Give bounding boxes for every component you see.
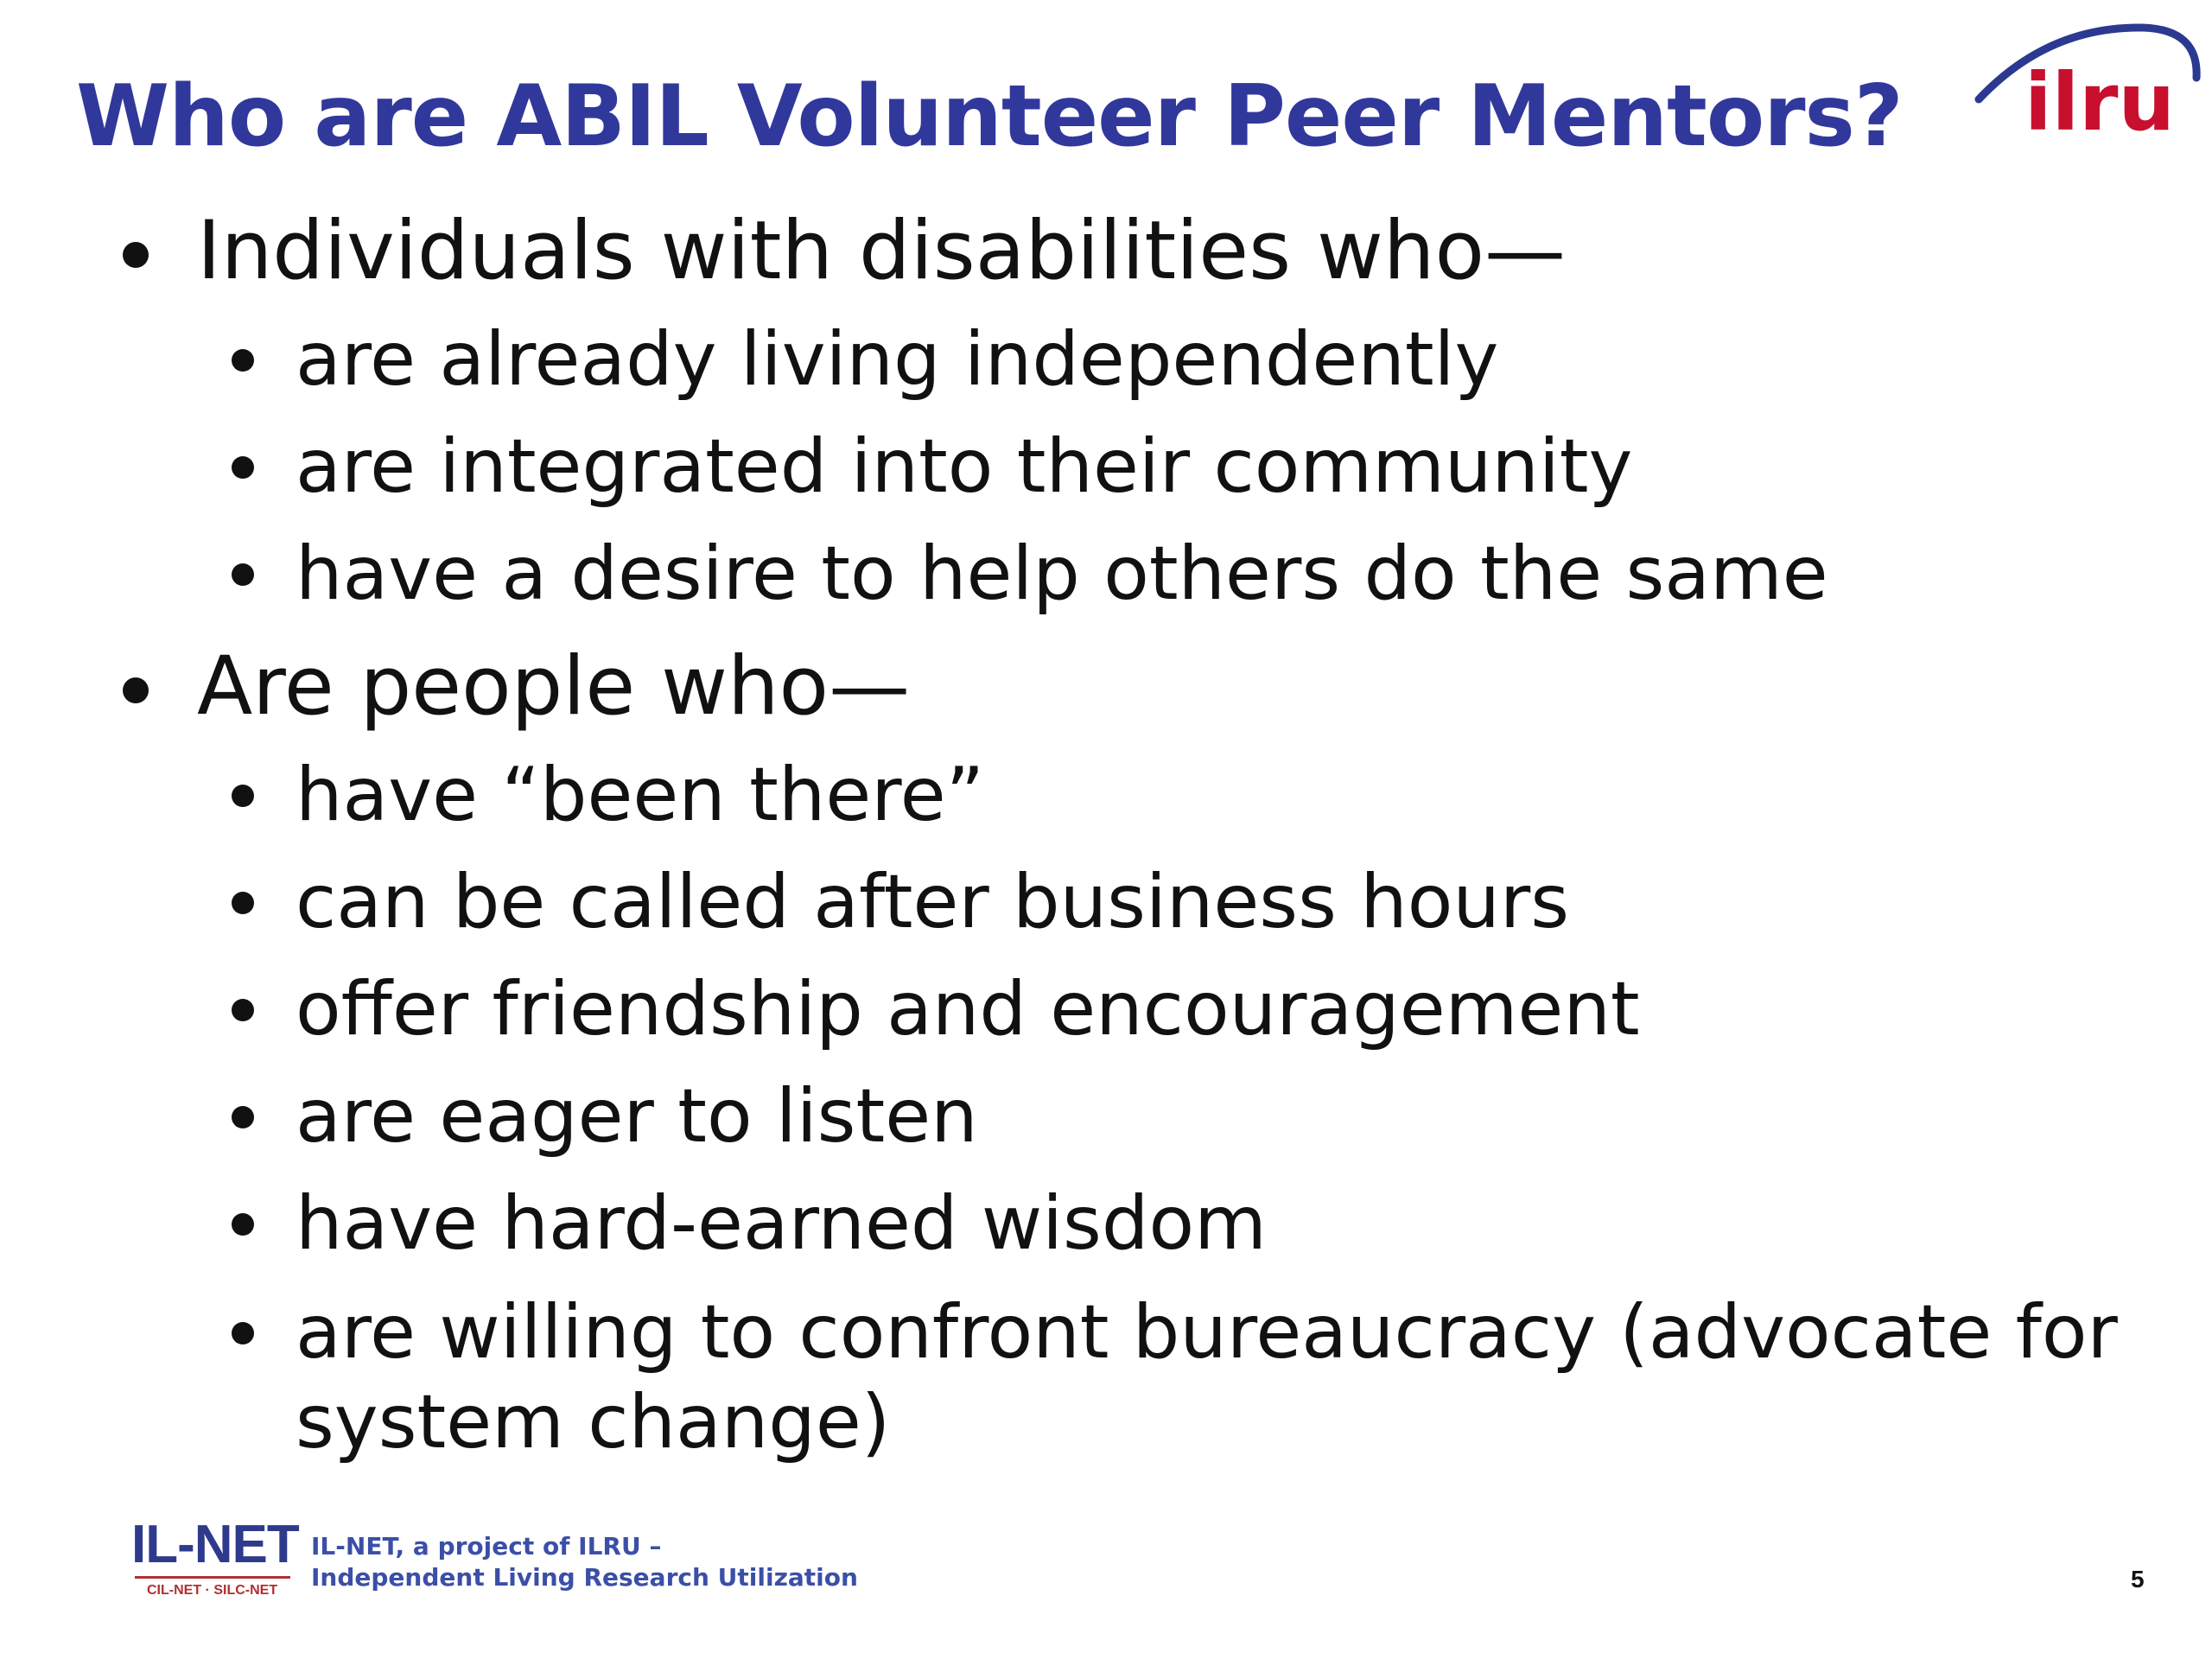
list-item	[296, 964, 1640, 1054]
list-item-text: are integrated into their community	[296, 423, 1633, 510]
list-item	[197, 204, 1566, 299]
footer-caption	[311, 1531, 858, 1593]
list-item	[296, 1179, 1267, 1268]
il-net-logo-text: IL-NET	[131, 1515, 299, 1574]
footer-line-2: Independent Living Research Utilization	[311, 1563, 858, 1592]
footer-line-1: IL-NET, a project of ILRU –	[311, 1532, 662, 1560]
list-item-text: are willing to confront bureaucracy (advocate for system change)	[296, 1289, 2118, 1465]
bullet-icon	[232, 456, 254, 479]
list-item	[296, 529, 1828, 619]
list-item	[296, 315, 1498, 404]
list-item	[296, 422, 1632, 512]
bullet-icon	[123, 677, 149, 703]
il-net-logo-subtext: CIL-NET · SILC-NET	[147, 1583, 278, 1598]
bullet-icon	[232, 999, 254, 1021]
bullet-icon	[232, 1322, 254, 1344]
list-item-text: Are people who—	[197, 639, 911, 734]
list-item	[296, 750, 984, 840]
list-item-text: are already living independently	[296, 316, 1499, 403]
bullet-icon	[232, 1106, 254, 1128]
bullet-icon	[232, 563, 254, 586]
il-net-logo-rule	[135, 1576, 290, 1579]
list-item-text: Individuals with disabilities who—	[197, 204, 1566, 298]
il-net-logo	[131, 1514, 299, 1600]
ilru-logo	[1970, 17, 2203, 147]
bullet-icon	[123, 242, 149, 268]
list-item-text: can be called after business hours	[296, 859, 1570, 945]
bullet-icon	[232, 785, 254, 807]
list-item-text: have “been there”	[296, 752, 985, 838]
list-item	[296, 1287, 2153, 1467]
bullet-icon	[232, 349, 254, 372]
list-item-text: have a desire to help others do the same	[296, 531, 1828, 617]
list-item	[296, 857, 1569, 947]
bullet-icon	[232, 892, 254, 914]
list-item	[296, 1071, 978, 1161]
slide-title: Who are ABIL Volunteer Peer Mentors?	[76, 67, 1903, 166]
list-item	[197, 639, 910, 734]
list-item-text: offer friendship and encouragement	[296, 966, 1640, 1052]
ilru-logo-text: ilru	[2024, 56, 2175, 147]
page-number: 5	[2131, 1566, 2145, 1592]
list-item-text: have hard-earned wisdom	[296, 1180, 1267, 1267]
list-item-text: are eager to listen	[296, 1073, 978, 1160]
bullet-icon	[232, 1213, 254, 1236]
